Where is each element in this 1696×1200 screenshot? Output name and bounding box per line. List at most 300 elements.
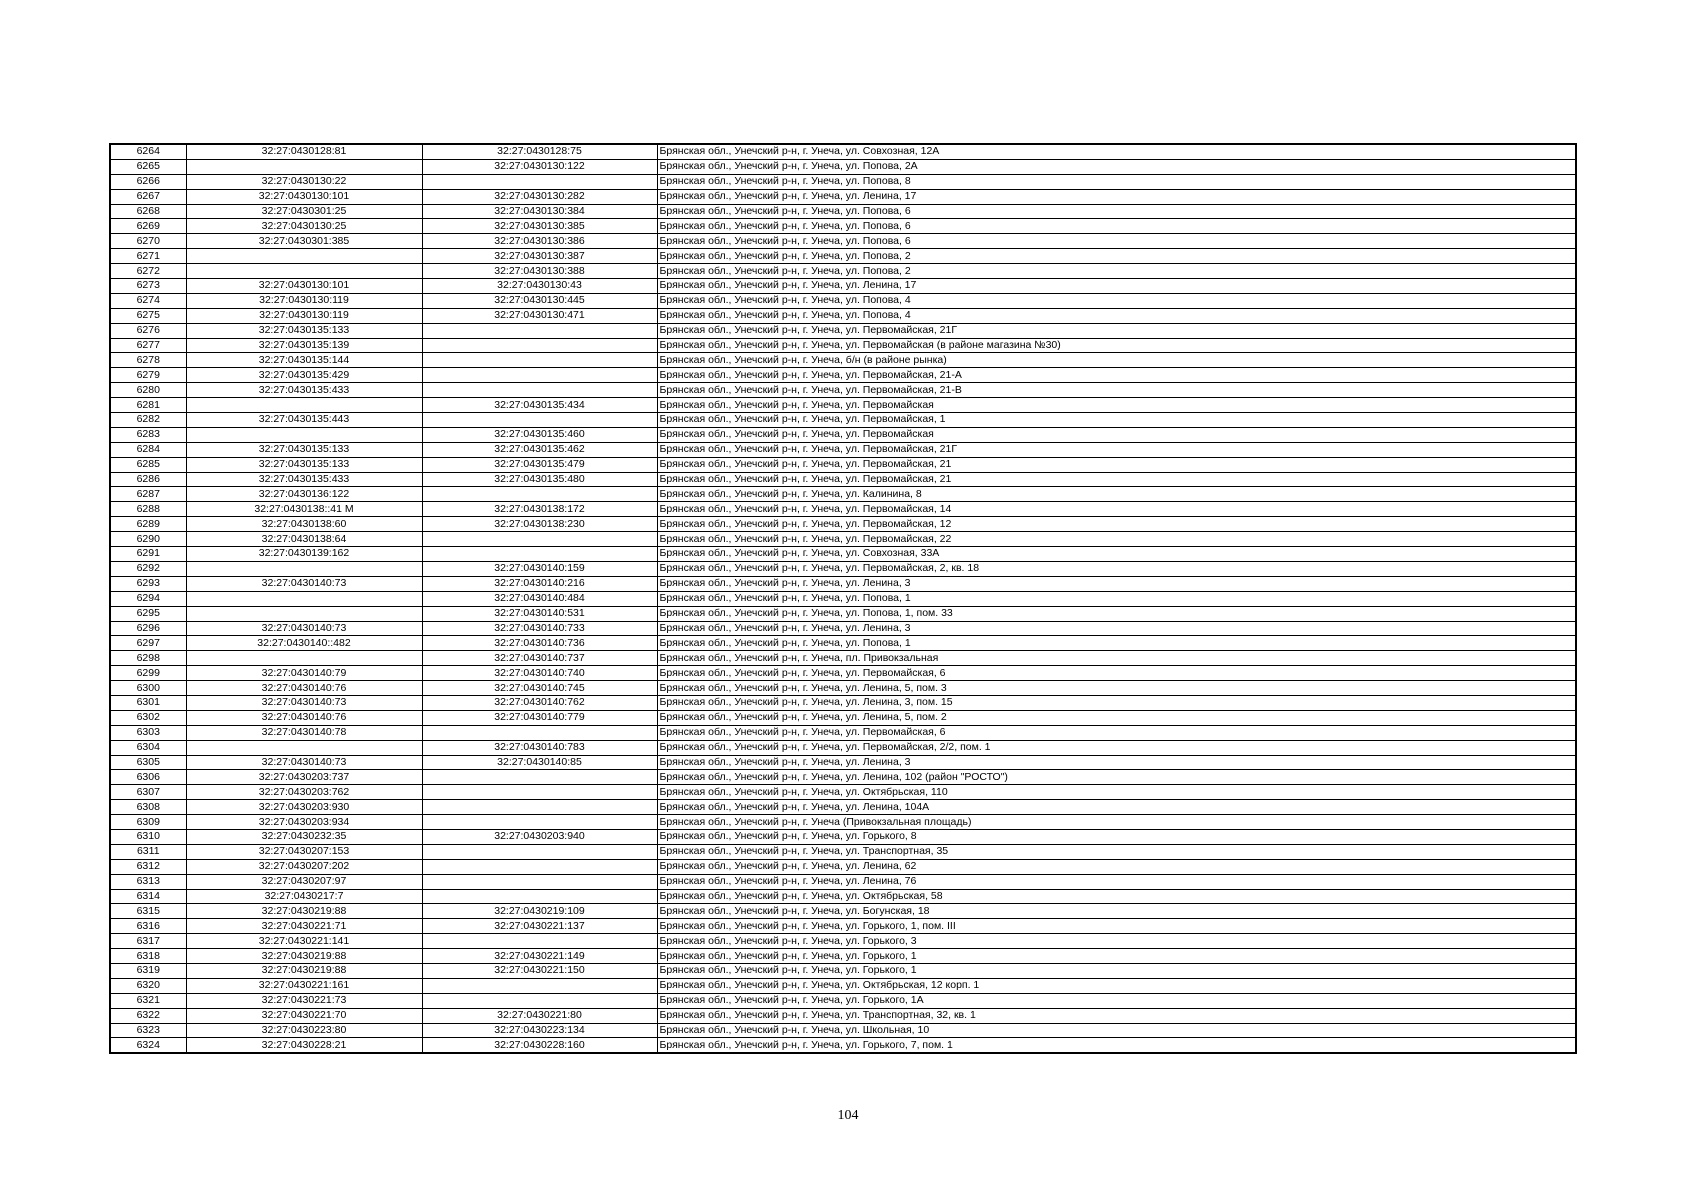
object-cadastral-number-cell: 32:27:0430221:150 xyxy=(422,963,657,978)
address-cell: Брянская обл., Унечский р-н, г. Унеча, ул. Попова, 1, пом. 33 xyxy=(657,606,1576,621)
row-number-cell: 6306 xyxy=(110,770,186,785)
address-cell: Брянская обл., Унечский р-н, г. Унеча, ул. Попова, 1 xyxy=(657,636,1576,651)
address-cell: Брянская обл., Унечский р-н, г. Унеча, ул. Попова, 6 xyxy=(657,204,1576,219)
table-row xyxy=(110,502,1576,517)
object-cadastral-number-cell xyxy=(422,993,657,1008)
address-cell: Брянская обл., Унечский р-н, г. Унеча, ул. Попова, 4 xyxy=(657,308,1576,323)
object-cadastral-number-cell: 32:27:0430140:216 xyxy=(422,576,657,591)
address-cell: Брянская обл., Унечский р-н, г. Унеча, ул. Горького, 7, пом. 1 xyxy=(657,1038,1576,1053)
row-number-cell: 6315 xyxy=(110,904,186,919)
cadastral-number-cell xyxy=(186,249,422,264)
table-row xyxy=(110,264,1576,279)
table-row xyxy=(110,725,1576,740)
object-cadastral-number-cell: 32:27:0430140:85 xyxy=(422,755,657,770)
row-number-cell: 6307 xyxy=(110,785,186,800)
cadastral-number-cell: 32:27:0430221:161 xyxy=(186,978,422,993)
address-cell: Брянская обл., Унечский р-н, г. Унеча, ул. Первомайская, 21Г xyxy=(657,323,1576,338)
row-number-cell: 6299 xyxy=(110,666,186,681)
address-cell: Брянская обл., Унечский р-н, г. Унеча, ул. Попова, 2А xyxy=(657,159,1576,174)
row-number-cell: 6280 xyxy=(110,383,186,398)
address-cell: Брянская обл., Унечский р-н, г. Унеча, ул. Горького, 3 xyxy=(657,934,1576,949)
object-cadastral-number-cell xyxy=(422,383,657,398)
address-cell: Брянская обл., Унечский р-н, г. Унеча (Привокзальная площадь) xyxy=(657,815,1576,830)
address-cell: Брянская обл., Унечский р-н, г. Унеча, ул. Ленина, 5, пом. 3 xyxy=(657,681,1576,696)
address-cell: Брянская обл., Унечский р-н, г. Унеча, ул. Попова, 2 xyxy=(657,264,1576,279)
table-row xyxy=(110,234,1576,249)
cadastral-number-cell: 32:27:0430130:25 xyxy=(186,219,422,234)
object-cadastral-number-cell: 32:27:0430135:479 xyxy=(422,457,657,472)
table-row xyxy=(110,308,1576,323)
object-cadastral-number-cell: 32:27:0430228:160 xyxy=(422,1038,657,1053)
address-cell: Брянская обл., Унечский р-н, г. Унеча, ул. Первомайская, 21-А xyxy=(657,368,1576,383)
address-cell: Брянская обл., Унечский р-н, г. Унеча, пл. Привокзальная xyxy=(657,651,1576,666)
row-number-cell: 6303 xyxy=(110,725,186,740)
object-cadastral-number-cell: 32:27:0430140:740 xyxy=(422,666,657,681)
row-number-cell: 6318 xyxy=(110,949,186,964)
object-cadastral-number-cell xyxy=(422,487,657,502)
table-row xyxy=(110,189,1576,204)
row-number-cell: 6312 xyxy=(110,859,186,874)
object-cadastral-number-cell: 32:27:0430140:531 xyxy=(422,606,657,621)
object-cadastral-number-cell xyxy=(422,725,657,740)
row-number-cell: 6275 xyxy=(110,308,186,323)
object-cadastral-number-cell xyxy=(422,889,657,904)
object-cadastral-number-cell xyxy=(422,815,657,830)
address-cell: Брянская обл., Унечский р-н, г. Унеча, ул. Попова, 4 xyxy=(657,293,1576,308)
table-row xyxy=(110,591,1576,606)
table-row xyxy=(110,472,1576,487)
row-number-cell: 6283 xyxy=(110,427,186,442)
table-row xyxy=(110,547,1576,562)
object-cadastral-number-cell: 32:27:0430140:484 xyxy=(422,591,657,606)
row-number-cell: 6300 xyxy=(110,681,186,696)
table-row xyxy=(110,144,1576,159)
cadastral-number-cell: 32:27:0430135:433 xyxy=(186,472,422,487)
row-number-cell: 6291 xyxy=(110,547,186,562)
cadastral-number-cell: 32:27:0430219:88 xyxy=(186,963,422,978)
cadastral-number-cell: 32:27:0430130:22 xyxy=(186,174,422,189)
table-row xyxy=(110,606,1576,621)
address-cell: Брянская обл., Унечский р-н, г. Унеча, ул. Первомайская xyxy=(657,398,1576,413)
row-number-cell: 6264 xyxy=(110,144,186,159)
object-cadastral-number-cell: 32:27:0430128:75 xyxy=(422,144,657,159)
table-row xyxy=(110,755,1576,770)
cadastral-number-cell: 32:27:0430140:73 xyxy=(186,576,422,591)
cadastral-number-cell: 32:27:0430135:433 xyxy=(186,383,422,398)
row-number-cell: 6270 xyxy=(110,234,186,249)
object-cadastral-number-cell: 32:27:0430203:940 xyxy=(422,829,657,844)
table-row xyxy=(110,993,1576,1008)
row-number-cell: 6278 xyxy=(110,353,186,368)
address-cell: Брянская обл., Унечский р-н, г. Унеча, ул. Первомайская, 22 xyxy=(657,532,1576,547)
object-cadastral-number-cell: 32:27:0430130:122 xyxy=(422,159,657,174)
table-row xyxy=(110,874,1576,889)
table-row xyxy=(110,934,1576,949)
cadastral-number-cell: 32:27:0430136:122 xyxy=(186,487,422,502)
object-cadastral-number-cell: 32:27:0430138:172 xyxy=(422,502,657,517)
table-row xyxy=(110,666,1576,681)
table-row xyxy=(110,695,1576,710)
table-row xyxy=(110,904,1576,919)
row-number-cell: 6287 xyxy=(110,487,186,502)
table-row xyxy=(110,174,1576,189)
cadastral-number-cell: 32:27:0430130:119 xyxy=(186,308,422,323)
address-cell: Брянская обл., Унечский р-н, г. Унеча, ул. Октябрьская, 110 xyxy=(657,785,1576,800)
object-cadastral-number-cell xyxy=(422,859,657,874)
address-cell: Брянская обл., Унечский р-н, г. Унеча, ул. Октябрьская, 58 xyxy=(657,889,1576,904)
address-cell: Брянская обл., Унечский р-н, г. Унеча, ул. Первомайская, 2, кв. 18 xyxy=(657,561,1576,576)
registry-table-body xyxy=(110,144,1576,1053)
cadastral-number-cell: 32:27:0430203:934 xyxy=(186,815,422,830)
object-cadastral-number-cell xyxy=(422,174,657,189)
address-cell: Брянская обл., Унечский р-н, г. Унеча, ул. Ленина, 104А xyxy=(657,800,1576,815)
table-row xyxy=(110,919,1576,934)
cadastral-number-cell: 32:27:0430219:88 xyxy=(186,904,422,919)
object-cadastral-number-cell: 32:27:0430138:230 xyxy=(422,517,657,532)
row-number-cell: 6321 xyxy=(110,993,186,1008)
row-number-cell: 6308 xyxy=(110,800,186,815)
table-row xyxy=(110,159,1576,174)
table-row xyxy=(110,844,1576,859)
cadastral-number-cell: 32:27:0430219:88 xyxy=(186,949,422,964)
object-cadastral-number-cell: 32:27:0430140:737 xyxy=(422,651,657,666)
address-cell: Брянская обл., Унечский р-н, г. Унеча, ул. Ленина, 3 xyxy=(657,576,1576,591)
address-cell: Брянская обл., Унечский р-н, г. Унеча, ул. Совхозная, 12А xyxy=(657,144,1576,159)
table-row xyxy=(110,978,1576,993)
table-row xyxy=(110,517,1576,532)
row-number-cell: 6281 xyxy=(110,398,186,413)
row-number-cell: 6317 xyxy=(110,934,186,949)
object-cadastral-number-cell xyxy=(422,532,657,547)
address-cell: Брянская обл., Унечский р-н, г. Унеча, ул. Ленина, 62 xyxy=(657,859,1576,874)
address-cell: Брянская обл., Унечский р-н, г. Унеча, ул. Первомайская, 2/2, пом. 1 xyxy=(657,740,1576,755)
object-cadastral-number-cell xyxy=(422,800,657,815)
object-cadastral-number-cell: 32:27:0430221:137 xyxy=(422,919,657,934)
object-cadastral-number-cell: 32:27:0430130:388 xyxy=(422,264,657,279)
row-number-cell: 6302 xyxy=(110,710,186,725)
row-number-cell: 6320 xyxy=(110,978,186,993)
row-number-cell: 6276 xyxy=(110,323,186,338)
table-row xyxy=(110,532,1576,547)
row-number-cell: 6310 xyxy=(110,829,186,844)
address-cell: Брянская обл., Унечский р-н, г. Унеча, ул. Ленина, 5, пом. 2 xyxy=(657,710,1576,725)
address-cell: Брянская обл., Унечский р-н, г. Унеча, ул. Транспортная, 35 xyxy=(657,844,1576,859)
table-row xyxy=(110,770,1576,785)
object-cadastral-number-cell: 32:27:0430140:736 xyxy=(422,636,657,651)
row-number-cell: 6274 xyxy=(110,293,186,308)
table-row xyxy=(110,561,1576,576)
row-number-cell: 6304 xyxy=(110,740,186,755)
row-number-cell: 6297 xyxy=(110,636,186,651)
address-cell: Брянская обл., Унечский р-н, г. Унеча, ул. Горького, 1, пом. III xyxy=(657,919,1576,934)
table-row xyxy=(110,710,1576,725)
row-number-cell: 6285 xyxy=(110,457,186,472)
table-row xyxy=(110,249,1576,264)
cadastral-number-cell: 32:27:0430221:141 xyxy=(186,934,422,949)
address-cell: Брянская обл., Унечский р-н, г. Унеча, ул. Ленина, 3, пом. 15 xyxy=(657,695,1576,710)
cadastral-number-cell: 32:27:0430221:70 xyxy=(186,1008,422,1023)
cadastral-number-cell: 32:27:0430203:762 xyxy=(186,785,422,800)
row-number-cell: 6313 xyxy=(110,874,186,889)
table-row xyxy=(110,398,1576,413)
table-row xyxy=(110,1023,1576,1038)
cadastral-number-cell: 32:27:0430221:71 xyxy=(186,919,422,934)
table-row xyxy=(110,219,1576,234)
cadastral-number-cell: 32:27:0430135:443 xyxy=(186,413,422,428)
cadastral-number-cell: 32:27:0430140:76 xyxy=(186,681,422,696)
row-number-cell: 6296 xyxy=(110,621,186,636)
object-cadastral-number-cell xyxy=(422,785,657,800)
table-row xyxy=(110,204,1576,219)
object-cadastral-number-cell: 32:27:0430130:445 xyxy=(422,293,657,308)
cadastral-number-cell: 32:27:0430135:133 xyxy=(186,442,422,457)
table-row xyxy=(110,368,1576,383)
object-cadastral-number-cell xyxy=(422,547,657,562)
address-cell: Брянская обл., Унечский р-н, г. Унеча, ул. Ленина, 17 xyxy=(657,279,1576,294)
cadastral-number-cell: 32:27:0430135:133 xyxy=(186,457,422,472)
address-cell: Брянская обл., Унечский р-н, г. Унеча, ул. Попова, 6 xyxy=(657,219,1576,234)
address-cell: Брянская обл., Унечский р-н, г. Унеча, б/н (в районе рынка) xyxy=(657,353,1576,368)
address-cell: Брянская обл., Унечский р-н, г. Унеча, ул. Попова, 8 xyxy=(657,174,1576,189)
cadastral-number-cell: 32:27:0430301:25 xyxy=(186,204,422,219)
address-cell: Брянская обл., Унечский р-н, г. Унеча, ул. Попова, 2 xyxy=(657,249,1576,264)
object-cadastral-number-cell xyxy=(422,368,657,383)
object-cadastral-number-cell xyxy=(422,413,657,428)
row-number-cell: 6273 xyxy=(110,279,186,294)
row-number-cell: 6268 xyxy=(110,204,186,219)
cadastral-number-cell: 32:27:0430140:73 xyxy=(186,695,422,710)
address-cell: Брянская обл., Унечский р-н, г. Унеча, ул. Первомайская, 14 xyxy=(657,502,1576,517)
address-cell: Брянская обл., Унечский р-н, г. Унеча, ул. Горького, 8 xyxy=(657,829,1576,844)
row-number-cell: 6293 xyxy=(110,576,186,591)
row-number-cell: 6322 xyxy=(110,1008,186,1023)
table-row xyxy=(110,487,1576,502)
address-cell: Брянская обл., Унечский р-н, г. Унеча, ул. Горького, 1 xyxy=(657,949,1576,964)
object-cadastral-number-cell xyxy=(422,844,657,859)
cadastral-number-cell: 32:27:0430135:144 xyxy=(186,353,422,368)
address-cell: Брянская обл., Унечский р-н, г. Унеча, ул. Ленина, 3 xyxy=(657,755,1576,770)
cadastral-number-cell: 32:27:0430135:429 xyxy=(186,368,422,383)
table-row xyxy=(110,413,1576,428)
table-row xyxy=(110,785,1576,800)
cadastral-number-cell: 32:27:0430138::41 М xyxy=(186,502,422,517)
cadastral-number-cell: 32:27:0430138:64 xyxy=(186,532,422,547)
row-number-cell: 6294 xyxy=(110,591,186,606)
object-cadastral-number-cell xyxy=(422,323,657,338)
address-cell: Брянская обл., Унечский р-н, г. Унеча, ул. Школьная, 10 xyxy=(657,1023,1576,1038)
page-number: 104 xyxy=(837,1108,859,1123)
cadastral-number-cell: 32:27:0430130:119 xyxy=(186,293,422,308)
object-cadastral-number-cell: 32:27:0430130:282 xyxy=(422,189,657,204)
cadastral-number-cell xyxy=(186,561,422,576)
object-cadastral-number-cell: 32:27:0430221:80 xyxy=(422,1008,657,1023)
address-cell: Брянская обл., Унечский р-н, г. Унеча, ул. Попова, 1 xyxy=(657,591,1576,606)
object-cadastral-number-cell: 32:27:0430219:109 xyxy=(422,904,657,919)
address-cell: Брянская обл., Унечский р-н, г. Унеча, ул. Первомайская, 21Г xyxy=(657,442,1576,457)
object-cadastral-number-cell: 32:27:0430140:762 xyxy=(422,695,657,710)
object-cadastral-number-cell xyxy=(422,353,657,368)
row-number-cell: 6265 xyxy=(110,159,186,174)
address-cell: Брянская обл., Унечский р-н, г. Унеча, ул. Ленина, 102 (район "РОСТО") xyxy=(657,770,1576,785)
table-row xyxy=(110,323,1576,338)
table-row xyxy=(110,859,1576,874)
address-cell: Брянская обл., Унечский р-н, г. Унеча, ул. Первомайская, 1 xyxy=(657,413,1576,428)
cadastral-number-cell: 32:27:0430221:73 xyxy=(186,993,422,1008)
cadastral-number-cell: 32:27:0430140:73 xyxy=(186,755,422,770)
object-cadastral-number-cell: 32:27:0430223:134 xyxy=(422,1023,657,1038)
registry-table xyxy=(109,143,1577,1054)
object-cadastral-number-cell: 32:27:0430140:779 xyxy=(422,710,657,725)
address-cell: Брянская обл., Унечский р-н, г. Унеча, ул. Калинина, 8 xyxy=(657,487,1576,502)
row-number-cell: 6309 xyxy=(110,815,186,830)
address-cell: Брянская обл., Унечский р-н, г. Унеча, ул. Первомайская, 6 xyxy=(657,666,1576,681)
cadastral-number-cell xyxy=(186,159,422,174)
row-number-cell: 6301 xyxy=(110,695,186,710)
row-number-cell: 6286 xyxy=(110,472,186,487)
cadastral-number-cell: 32:27:0430228:21 xyxy=(186,1038,422,1053)
object-cadastral-number-cell: 32:27:0430130:385 xyxy=(422,219,657,234)
table-row xyxy=(110,353,1576,368)
object-cadastral-number-cell: 32:27:0430130:386 xyxy=(422,234,657,249)
cadastral-number-cell: 32:27:0430140:73 xyxy=(186,621,422,636)
object-cadastral-number-cell: 32:27:0430130:384 xyxy=(422,204,657,219)
address-cell: Брянская обл., Унечский р-н, г. Унеча, ул. Ленина, 76 xyxy=(657,874,1576,889)
table-row xyxy=(110,576,1576,591)
cadastral-number-cell xyxy=(186,427,422,442)
cadastral-number-cell: 32:27:0430130:101 xyxy=(186,189,422,204)
row-number-cell: 6323 xyxy=(110,1023,186,1038)
object-cadastral-number-cell: 32:27:0430140:733 xyxy=(422,621,657,636)
table-row xyxy=(110,829,1576,844)
row-number-cell: 6279 xyxy=(110,368,186,383)
address-cell: Брянская обл., Унечский р-н, г. Унеча, ул. Первомайская, 21 xyxy=(657,457,1576,472)
object-cadastral-number-cell xyxy=(422,874,657,889)
cadastral-number-cell: 32:27:0430128:81 xyxy=(186,144,422,159)
row-number-cell: 6266 xyxy=(110,174,186,189)
row-number-cell: 6319 xyxy=(110,963,186,978)
cadastral-number-cell: 32:27:0430301:385 xyxy=(186,234,422,249)
row-number-cell: 6284 xyxy=(110,442,186,457)
table-row xyxy=(110,621,1576,636)
row-number-cell: 6314 xyxy=(110,889,186,904)
address-cell: Брянская обл., Унечский р-н, г. Унеча, ул. Транспортная, 32, кв. 1 xyxy=(657,1008,1576,1023)
table-row xyxy=(110,651,1576,666)
table-row xyxy=(110,427,1576,442)
cadastral-number-cell: 32:27:0430140:79 xyxy=(186,666,422,681)
row-number-cell: 6271 xyxy=(110,249,186,264)
row-number-cell: 6267 xyxy=(110,189,186,204)
cadastral-number-cell: 32:27:0430130:101 xyxy=(186,279,422,294)
row-number-cell: 6324 xyxy=(110,1038,186,1053)
address-cell: Брянская обл., Унечский р-н, г. Унеча, ул. Совхозная, 33А xyxy=(657,547,1576,562)
cadastral-number-cell: 32:27:0430138:60 xyxy=(186,517,422,532)
table-row xyxy=(110,636,1576,651)
cadastral-number-cell: 32:27:0430203:737 xyxy=(186,770,422,785)
table-row xyxy=(110,800,1576,815)
address-cell: Брянская обл., Унечский р-н, г. Унеча, ул. Горького, 1А xyxy=(657,993,1576,1008)
address-cell: Брянская обл., Унечский р-н, г. Унеча, ул. Ленина, 3 xyxy=(657,621,1576,636)
row-number-cell: 6298 xyxy=(110,651,186,666)
cadastral-number-cell xyxy=(186,398,422,413)
row-number-cell: 6292 xyxy=(110,561,186,576)
object-cadastral-number-cell: 32:27:0430135:434 xyxy=(422,398,657,413)
object-cadastral-number-cell: 32:27:0430135:480 xyxy=(422,472,657,487)
object-cadastral-number-cell: 32:27:0430140:783 xyxy=(422,740,657,755)
table-row xyxy=(110,1008,1576,1023)
table-row xyxy=(110,442,1576,457)
cadastral-number-cell xyxy=(186,606,422,621)
row-number-cell: 6290 xyxy=(110,532,186,547)
address-cell: Брянская обл., Унечский р-н, г. Унеча, ул. Богунская, 18 xyxy=(657,904,1576,919)
object-cadastral-number-cell xyxy=(422,770,657,785)
cadastral-number-cell xyxy=(186,651,422,666)
object-cadastral-number-cell xyxy=(422,978,657,993)
address-cell: Брянская обл., Унечский р-н, г. Унеча, ул. Первомайская, 21 xyxy=(657,472,1576,487)
table-row xyxy=(110,963,1576,978)
table-row xyxy=(110,293,1576,308)
address-cell: Брянская обл., Унечский р-н, г. Унеча, ул. Первомайская, 21-В xyxy=(657,383,1576,398)
cadastral-number-cell: 32:27:0430203:930 xyxy=(186,800,422,815)
cadastral-number-cell: 32:27:0430207:153 xyxy=(186,844,422,859)
table-row xyxy=(110,889,1576,904)
object-cadastral-number-cell: 32:27:0430130:471 xyxy=(422,308,657,323)
address-cell: Брянская обл., Унечский р-н, г. Унеча, ул. Октябрьская, 12 корп. 1 xyxy=(657,978,1576,993)
object-cadastral-number-cell: 32:27:0430130:43 xyxy=(422,279,657,294)
cadastral-number-cell: 32:27:0430135:133 xyxy=(186,323,422,338)
cadastral-number-cell: 32:27:0430139:162 xyxy=(186,547,422,562)
cadastral-number-cell: 32:27:0430217:7 xyxy=(186,889,422,904)
cadastral-number-cell: 32:27:0430207:202 xyxy=(186,859,422,874)
cadastral-number-cell: 32:27:0430223:80 xyxy=(186,1023,422,1038)
cadastral-number-cell: 32:27:0430135:139 xyxy=(186,338,422,353)
address-cell: Брянская обл., Унечский р-н, г. Унеча, ул. Первомайская xyxy=(657,427,1576,442)
object-cadastral-number-cell: 32:27:0430135:462 xyxy=(422,442,657,457)
object-cadastral-number-cell: 32:27:0430140:159 xyxy=(422,561,657,576)
object-cadastral-number-cell: 32:27:0430140:745 xyxy=(422,681,657,696)
row-number-cell: 6269 xyxy=(110,219,186,234)
row-number-cell: 6305 xyxy=(110,755,186,770)
address-cell: Брянская обл., Унечский р-н, г. Унеча, ул. Горького, 1 xyxy=(657,963,1576,978)
address-cell: Брянская обл., Унечский р-н, г. Унеча, ул. Попова, 6 xyxy=(657,234,1576,249)
object-cadastral-number-cell xyxy=(422,934,657,949)
table-row xyxy=(110,279,1576,294)
cadastral-number-cell: 32:27:0430232:35 xyxy=(186,829,422,844)
address-cell: Брянская обл., Унечский р-н, г. Унеча, ул. Ленина, 17 xyxy=(657,189,1576,204)
row-number-cell: 6295 xyxy=(110,606,186,621)
address-cell: Брянская обл., Унечский р-н, г. Унеча, ул. Первомайская, 6 xyxy=(657,725,1576,740)
row-number-cell: 6289 xyxy=(110,517,186,532)
row-number-cell: 6316 xyxy=(110,919,186,934)
table-row xyxy=(110,815,1576,830)
row-number-cell: 6272 xyxy=(110,264,186,279)
object-cadastral-number-cell: 32:27:0430130:387 xyxy=(422,249,657,264)
table-row xyxy=(110,949,1576,964)
cadastral-number-cell: 32:27:0430207:97 xyxy=(186,874,422,889)
table-row xyxy=(110,338,1576,353)
object-cadastral-number-cell: 32:27:0430135:460 xyxy=(422,427,657,442)
cadastral-number-cell: 32:27:0430140:76 xyxy=(186,710,422,725)
address-cell: Брянская обл., Унечский р-н, г. Унеча, ул. Первомайская, 12 xyxy=(657,517,1576,532)
object-cadastral-number-cell: 32:27:0430221:149 xyxy=(422,949,657,964)
table-row xyxy=(110,383,1576,398)
row-number-cell: 6282 xyxy=(110,413,186,428)
table-row xyxy=(110,1038,1576,1053)
cadastral-number-cell xyxy=(186,264,422,279)
row-number-cell: 6311 xyxy=(110,844,186,859)
cadastral-number-cell xyxy=(186,591,422,606)
cadastral-number-cell: 32:27:0430140::482 xyxy=(186,636,422,651)
address-cell: Брянская обл., Унечский р-н, г. Унеча, ул. Первомайская (в районе магазина №30) xyxy=(657,338,1576,353)
